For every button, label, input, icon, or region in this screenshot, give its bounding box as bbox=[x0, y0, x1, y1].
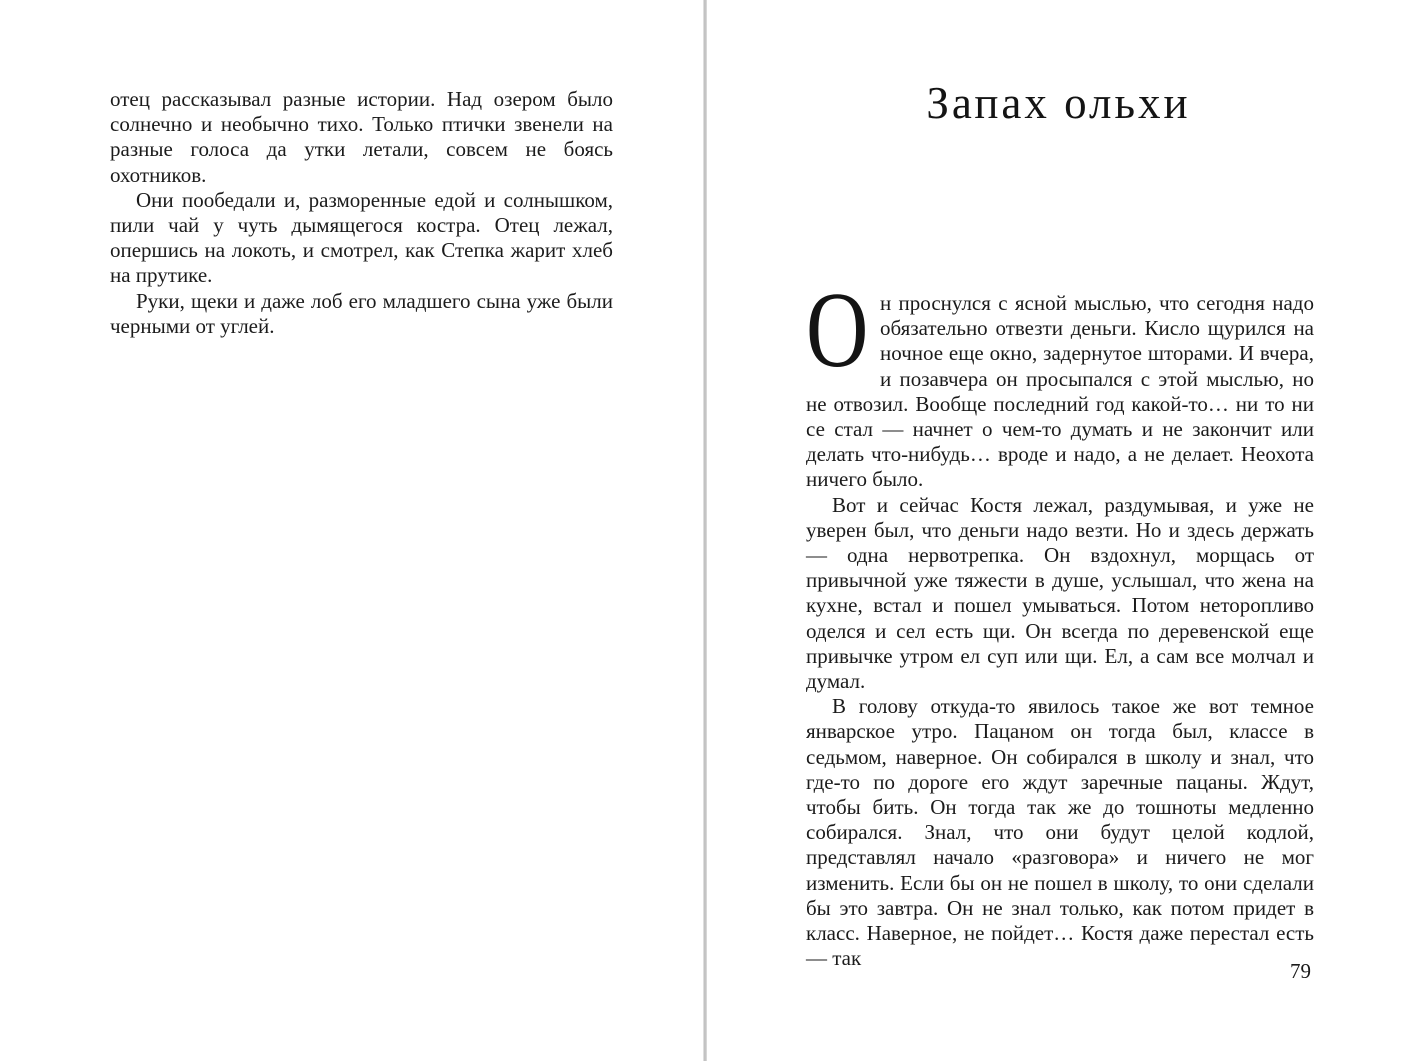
right-paragraph-first bbox=[806, 271, 1314, 493]
page-right bbox=[707, 0, 1410, 1061]
right-text-block bbox=[806, 271, 1314, 971]
right-paragraph: В голову откуда-то явилось такое же вот темное январское утро. Пацаном он тогда был, классе в седьмом, наверное. Он собирался в школу и знал, что где-то по дороге его ждут заречные пацаны. Ждут, чтобы бить. Он тогда так же до тошноты медленно собирался. Знал, что они будут целой кодлой, представлял начало «разговора» и ничего не мог изменить. Если бы он не пошел в школу, то они сделали бы это завтра. Он не знал только, как потом придет в класс. Наверное, не пойдет… Костя даже перестал есть — так bbox=[806, 694, 1314, 971]
chapter-title: Запах ольхи bbox=[926, 78, 1191, 128]
right-paragraph: Вот и сейчас Костя лежал, раздумывая, и уже не уверен был, что деньги надо везти. Но и здесь держать — одна нервотрепка. Он вздохнул, морщась от привычной уже тяжести в душе, услышал, что жена на кухне, встал и пошел умываться. Потом неторопливо оделся и сел есть щи. Он всегда по деревенской еще привычке утром ел суп или щи. Ел, а сам все молчал и думал. bbox=[806, 492, 1314, 694]
page-left bbox=[0, 0, 704, 1061]
left-text-block bbox=[110, 87, 613, 339]
left-paragraph: Они пообедали и, разморенные едой и солнышком, пили чай у чуть дымящегося костра. Отец лежал, опершись на локоть, и смотрел, как Степка жарит хлеб на прутике. bbox=[110, 187, 613, 288]
drop-cap-letter: О bbox=[806, 271, 869, 390]
left-paragraph: Руки, щеки и даже лоб его младшего сына уже были черными от углей. bbox=[110, 288, 613, 338]
page-number: 79 bbox=[1290, 959, 1311, 983]
left-paragraph-continuation: отец рассказывал разные истории. Над озером было солнечно и необычно тихо. Только птички звенели на разные голоса да утки летали, совсем не боясь охотников. bbox=[110, 87, 613, 187]
right-paragraph-first-text: н проснулся с ясной мыслью, что сегодня надо обязательно отвезти деньги. Кисло щурился на ночное еще окно, задернутое шторами. И вчера, и позавчера он просыпался с этой мыслью, но не отвозил. Вообще последний год какой-то… ни то ни се стал — начнет о чем-то думать и не закончит или делать что-нибудь… вроде и надо, а не делает. Неохота ничего было. bbox=[806, 291, 1314, 492]
